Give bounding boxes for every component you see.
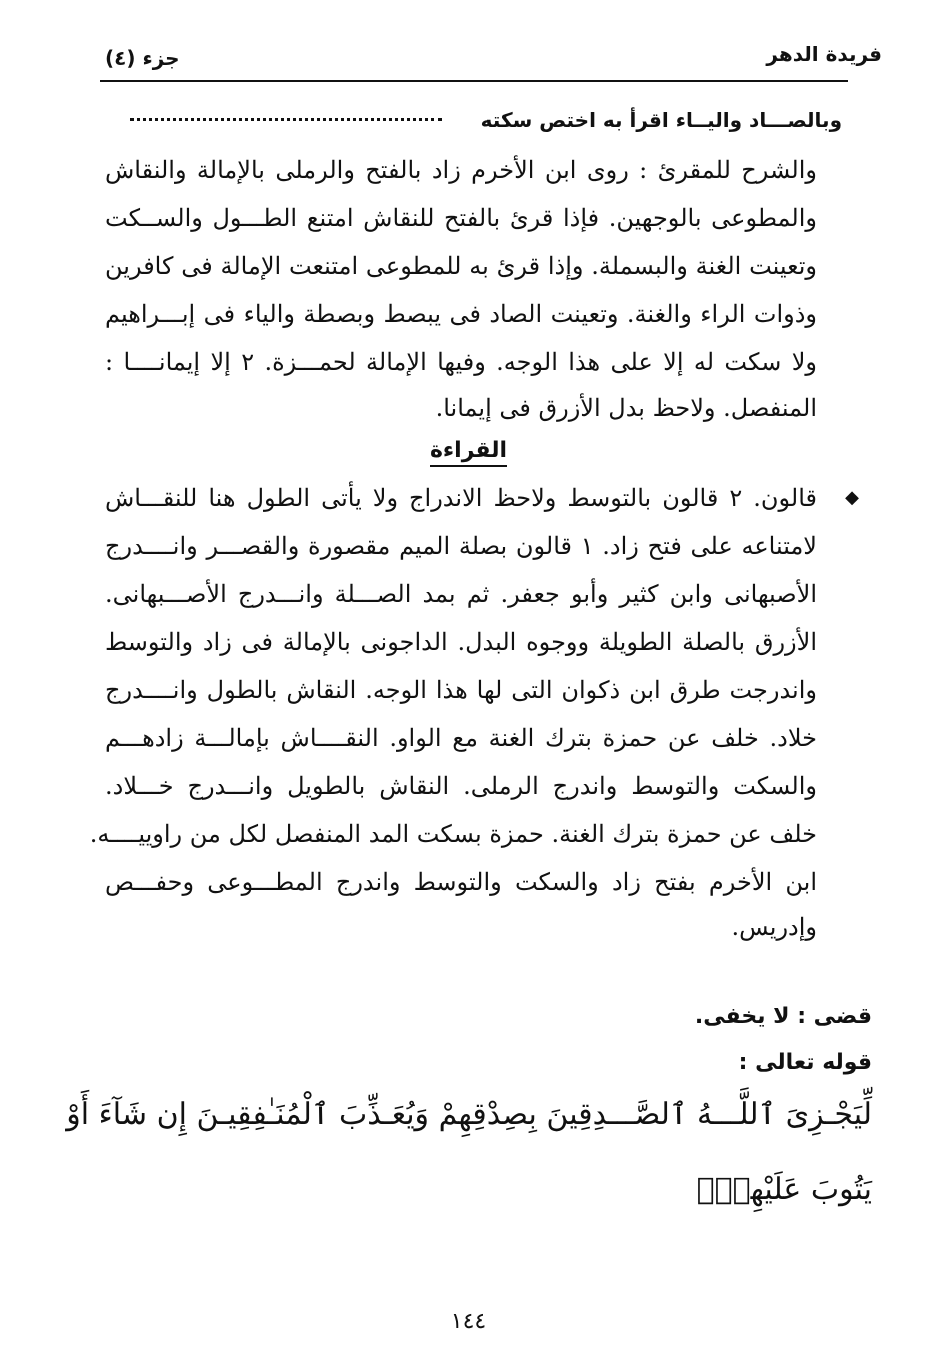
quran-verse-line: لِّيَجْـزِىَ ٱللَّـــهُ ٱلصَّـــدِقِينَ بِصِدْقِهِمْ وَيُعَـذِّبَ ٱلْمُنَـٰفِقِيـنَ إِن شَآءَ أَوْ bbox=[66, 1097, 872, 1132]
note-qawluhu: قوله تعالى : bbox=[738, 1050, 872, 1075]
qiraa-line: لامتناعه على فتح زاد. ١ قالون بصلة الميم مقصورة والقصـــر وانــــدرج bbox=[105, 532, 817, 560]
qiraa-line: خلف عن حمزة بترك الغنة. حمزة بسكت المد المنفصل لكل من راوييــــه. bbox=[89, 820, 817, 848]
qiraa-line: الأصبهانى وابن كثير وأبو جعفر. ثم بمد الصـــلة وانـــدرج الأصـــبهانى. bbox=[105, 580, 817, 608]
qiraa-line: خلاد. خلف عن حمزة بترك الغنة مع الواو. النقــــاش بإمالـــة زادهـــم bbox=[105, 724, 817, 752]
sharh-line: وذوات الراء والغنة. وتعينت الصاد فى يبصط وبصطة والياء فى إبـــراهيم bbox=[105, 300, 817, 328]
sharh-line: والشرح للمقرئ : روى ابن الأخرم زاد بالفتح والرملى بالإمالة والنقاش bbox=[105, 156, 817, 184]
qiraa-line: ابن الأخرم بفتح زاد والسكت والتوسط واندرج المطـــوعى وحفـــص bbox=[105, 868, 817, 896]
note-qada: قضى : لا يخفى. bbox=[694, 1004, 872, 1029]
verse-line: وبالصـــاد واليــاء اقرأ به اختص سكته bbox=[480, 108, 842, 132]
sharh-line: المنفصل. ولاحظ بدل الأزرق فى إيمانا. bbox=[435, 394, 817, 422]
sharh-line: والمطوعى بالوجهين. فإذا قرئ بالفتح للنقاش امتنع الطـــول والســكت bbox=[105, 204, 817, 232]
header-rule bbox=[100, 80, 848, 82]
qiraa-line: واندرجت طرق ابن ذكوان التى لها هذا الوجه. النقاش بالطول وانــــدرج bbox=[105, 676, 817, 704]
part-label: جزء (٤) bbox=[105, 46, 180, 70]
qiraa-heading bbox=[0, 436, 937, 466]
sharh-line: ولا سكت له إلا على هذا الوجه. وفيها الإمالة لحمـــزة. ٢ إلا إيمانــــا : bbox=[105, 348, 817, 376]
qiraa-line: وإدريس. bbox=[731, 913, 817, 941]
sharh-line: وتعينت الغنة والبسملة. وإذا قرئ به للمطوعى امتنعت الإمالة فى كافرين bbox=[105, 252, 817, 280]
diamond-bullet-icon: ◆ bbox=[845, 487, 859, 508]
page-number: ١٤٤ bbox=[450, 1309, 487, 1334]
qiraa-heading-text: القراءة bbox=[430, 438, 507, 467]
qiraa-line: الأزرق بالصلة الطويلة ووجوه البدل. الداجونى بالإمالة فى زاد والتوسط bbox=[105, 628, 817, 656]
qiraa-line: والسكت والتوسط واندرج الرملى. النقاش بالطويل وانـــدرج خـــلاد. bbox=[105, 772, 817, 800]
qiraa-line: قالون. ٢ قالون بالتوسط ولاحظ الاندراج ولا يأتى الطول هنا للنقـــاش bbox=[105, 484, 817, 512]
quran-verse-line: يَتُوبَ عَلَيْهِمْۚ bbox=[696, 1172, 872, 1207]
dotted-line bbox=[130, 118, 442, 121]
book-title: فريدة الدهر bbox=[766, 42, 882, 66]
